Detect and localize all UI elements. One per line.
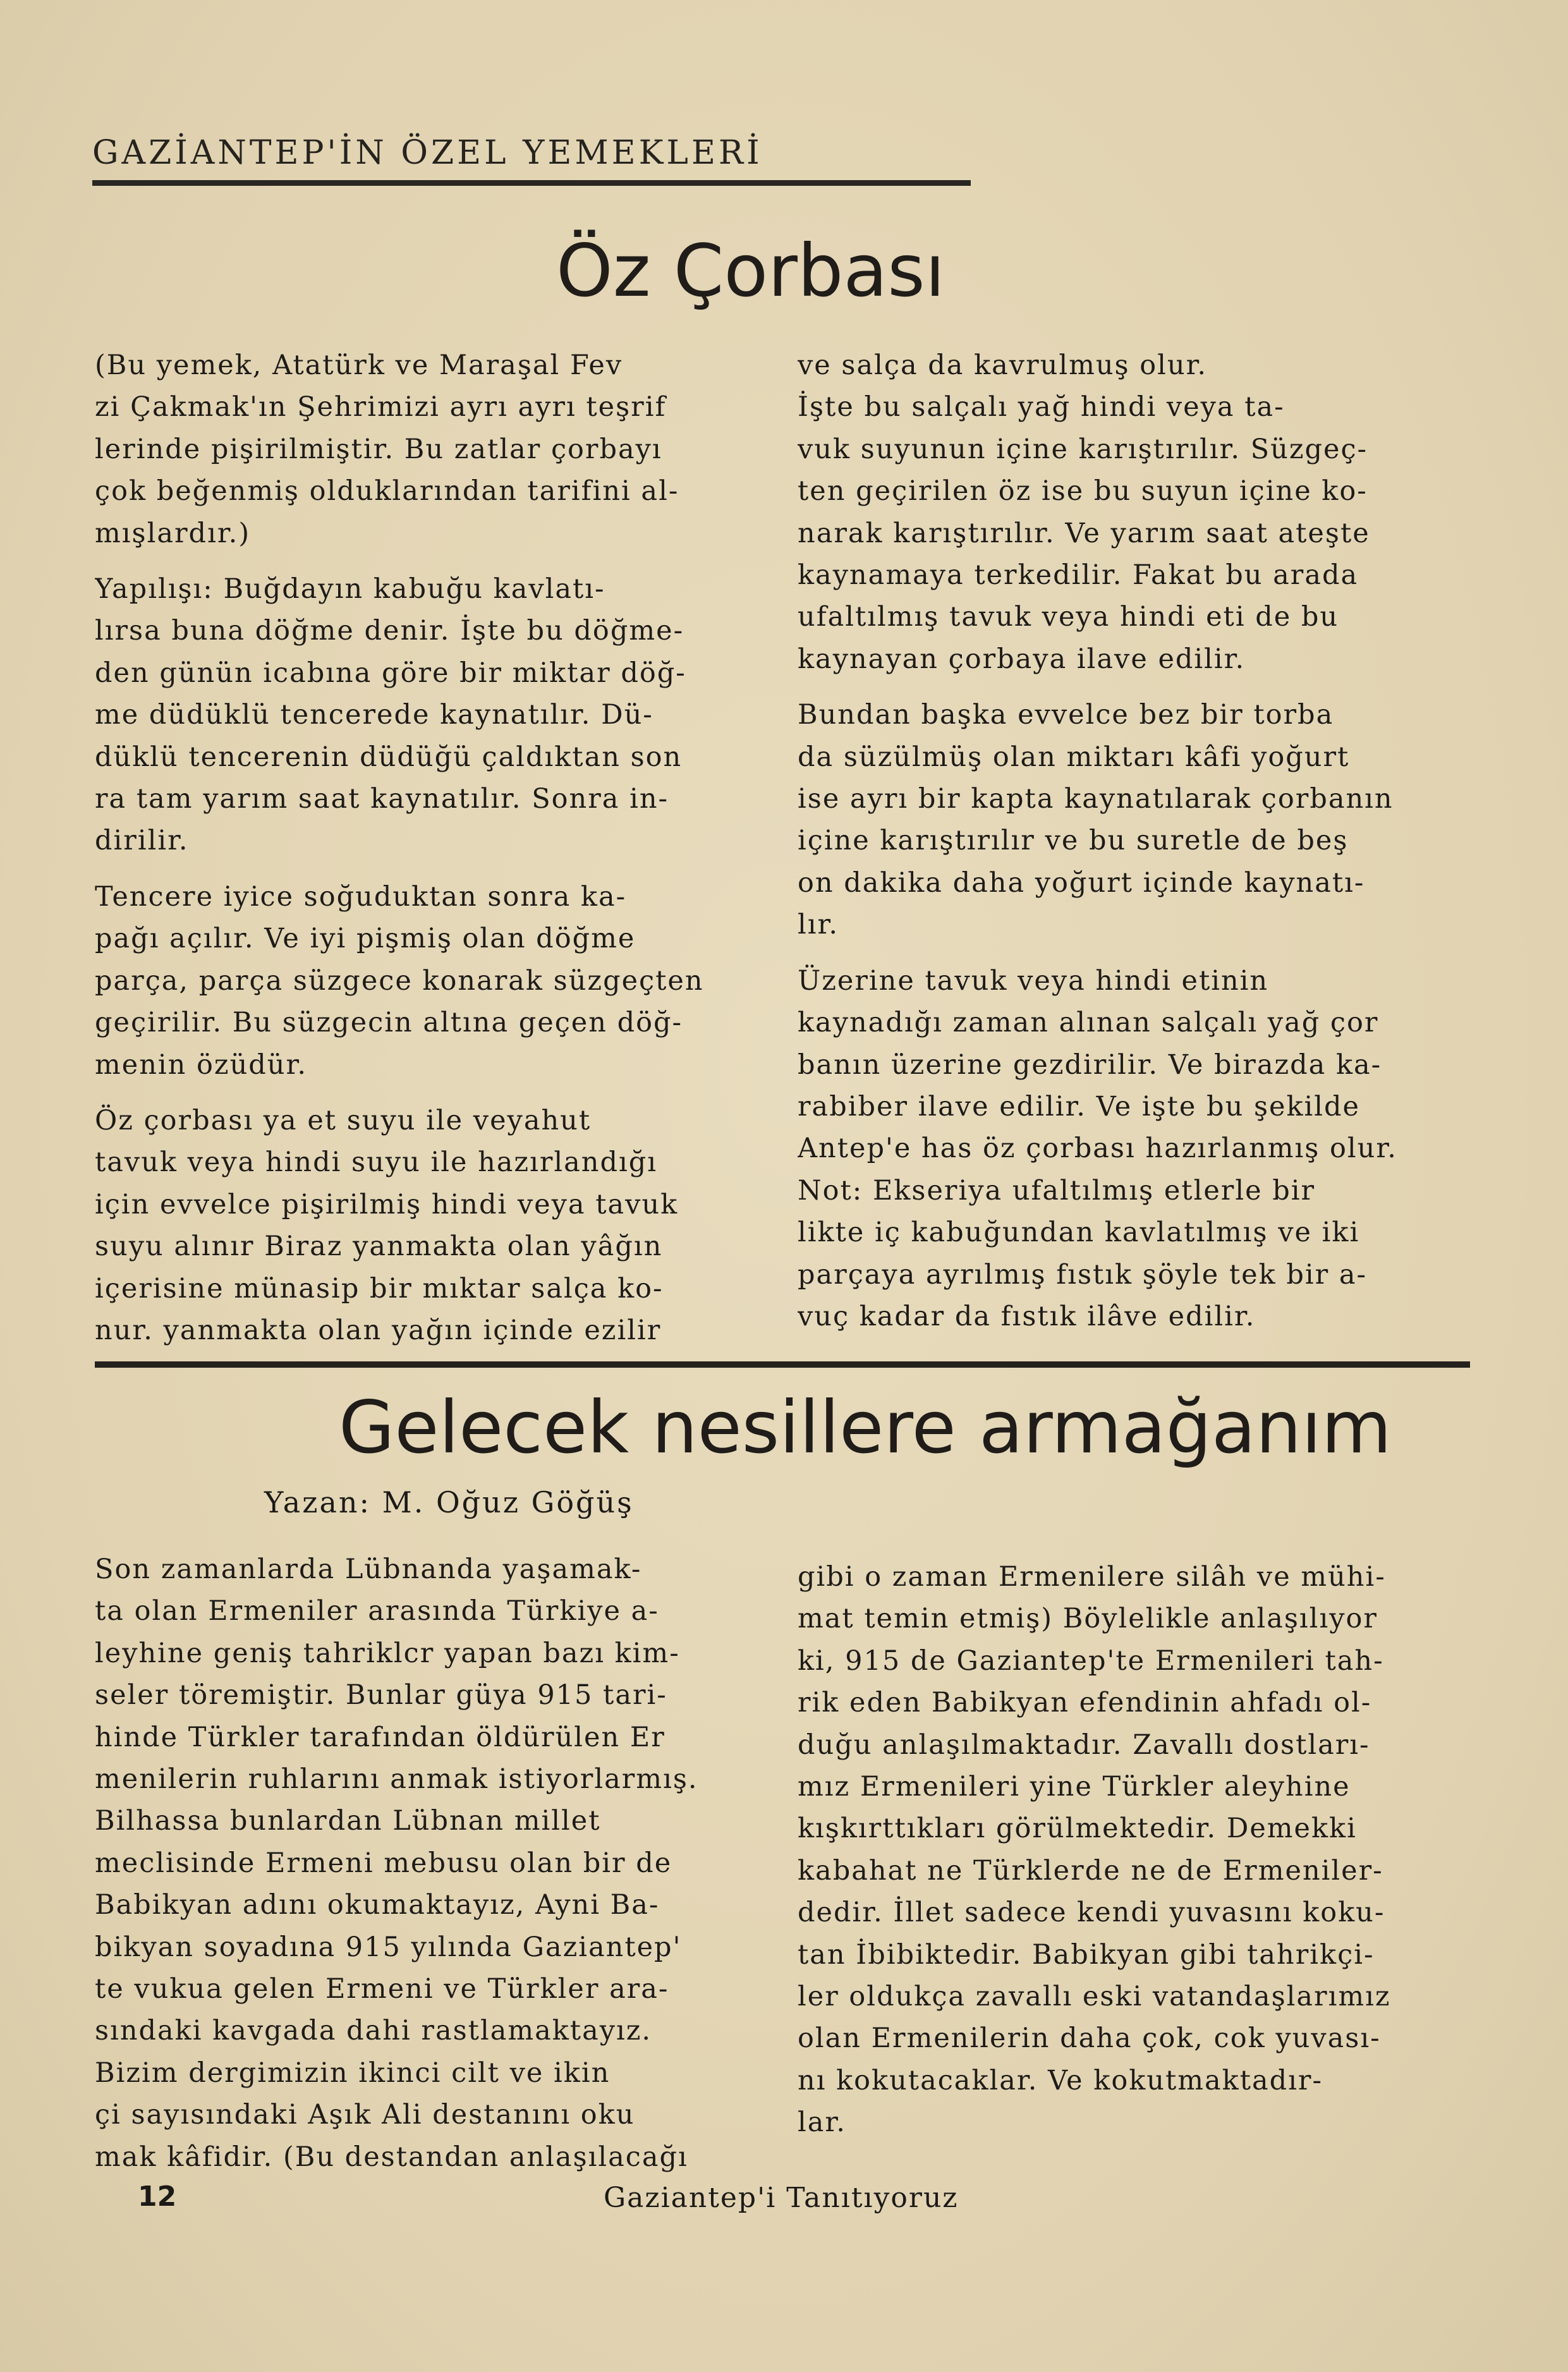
text-line: leyhine geniş tahriklcr yapan bazı kim-	[95, 1637, 680, 1669]
text-line: çok beğenmiş olduklarından tarifini al-	[95, 475, 679, 508]
text-line: Tencere iyice soğuduktan sonra ka-	[95, 880, 627, 913]
text-line: banın üzerine gezdirilir. Ve birazda ka-	[798, 1049, 1382, 1081]
article-title-oz-corbasi: Öz Çorbası	[556, 229, 945, 313]
text-line: lar.	[798, 2107, 846, 2139]
text-line: Son zamanlarda Lübnanda yaşamak-	[95, 1554, 642, 1585]
text-line: gibi o zaman Ermenilere silâh ve mühi-	[798, 1561, 1386, 1593]
text-line: me düdüklü tencerede kaynatılır. Dü-	[95, 699, 653, 731]
text-line: ki, 915 de Gaziantep'te Ermenileri tah-	[798, 1645, 1384, 1677]
text-line: da süzülmüş olan miktarı kâfi yoğurt	[798, 741, 1350, 773]
text-line: rabiber ilave edilir. Ve işte bu şekilde	[798, 1090, 1360, 1122]
text-line: ufaltılmış tavuk veya hindi eti de bu	[798, 601, 1339, 633]
text-line: kışkırttıkları görülmektedir. Demekki	[798, 1813, 1357, 1845]
text-line: Babikyan adını okumaktayız, Ayni Ba-	[95, 1889, 660, 1921]
text-line: rik eden Babikyan efendinin ahfadı ol-	[798, 1687, 1372, 1719]
text-line: düklü tencerenin düdüğü çaldıktan son	[95, 741, 683, 773]
text-line: tavuk veya hindi suyu ile hazırlandığı	[95, 1146, 658, 1179]
text-line: nur. yanmakta olan yağın içinde ezilir	[95, 1314, 662, 1346]
text-line: olan Ermenilerin daha çok, cok yuvası-	[798, 2022, 1381, 2055]
text-line: Bizim dergimizin ikinci cilt ve ikin	[95, 2057, 611, 2089]
text-line: mat temin etmiş) Böylelikle anlaşılıyor	[798, 1603, 1378, 1635]
text-line: meclisinde Ermeni mebusu olan bir de	[95, 1847, 672, 1879]
text-line: hinde Türkler tarafından öldürülen Er	[95, 1721, 665, 1753]
article1-column-right	[798, 344, 1474, 1337]
text-line: mak kâfidir. (Bu destandan anlaşılacağı	[95, 2141, 688, 2173]
text-line: pağı açılır. Ve iyi pişmiş olan döğme	[95, 923, 636, 955]
text-line: mız Ermenileri yine Türkler aleyhine	[798, 1771, 1351, 1803]
paragraph-gap	[798, 946, 1474, 960]
text-line: suyu alınır Biraz yanmakta olan yâğın	[95, 1231, 663, 1263]
text-line: menin özüdür.	[95, 1049, 307, 1081]
text-line: tan İbibiktedir. Babikyan gibi tahrikçi-	[798, 1938, 1375, 1971]
text-line: ise ayrı bir kapta kaynatılarak çorbanın	[798, 783, 1394, 815]
text-line: Antep'e has öz çorbası hazırlanmış olur.	[798, 1133, 1397, 1165]
text-line: Üzerine tavuk veya hindi etinin	[798, 964, 1269, 997]
text-line: ten geçirilen öz ise bu suyun içine ko-	[798, 475, 1368, 508]
text-line: kabahat ne Türklerde ne de Ermeniler-	[798, 1854, 1383, 1887]
text-line: Yapılışı: Buğdayın kabuğu kavlatı-	[95, 573, 605, 605]
text-line: kaynadığı zaman alınan salçalı yağ çor	[798, 1007, 1379, 1039]
text-line: Bilhassa bunlardan Lübnan millet	[95, 1805, 601, 1837]
text-line: (Bu yemek, Atatürk ve Maraşal Fev	[95, 350, 623, 381]
text-line: Öz çorbası ya et suyu ile veyahut	[95, 1104, 592, 1136]
text-line: kaynayan çorbaya ilave edilir.	[798, 643, 1246, 675]
text-line: zi Çakmak'ın Şehrimizi ayrı ayrı teşrif	[95, 391, 667, 423]
text-line: den günün icabına göre bir miktar döğ-	[95, 657, 686, 689]
text-line: on dakika daha yoğurt içinde kaynatı-	[798, 867, 1365, 899]
text-line: içerisine münasip bir mıktar salça ko-	[95, 1272, 664, 1305]
paragraph-gap	[95, 554, 765, 568]
text-line: nı kokutacaklar. Ve kokutmaktadır-	[798, 2064, 1323, 2096]
text-line: dirilir.	[95, 825, 189, 857]
text-line: parçaya ayrılmış fıstık şöyle tek bir a-	[798, 1258, 1368, 1291]
paragraph-gap	[798, 680, 1474, 694]
text-line: vuç kadar da fıstık ilâve edilir.	[798, 1300, 1256, 1332]
paragraph-gap	[95, 862, 765, 876]
text-line: vuk suyunun içine karıştırılır. Süzgeç-	[798, 433, 1368, 465]
article1-column-left	[95, 344, 765, 1351]
text-line: mışlardır.)	[95, 517, 251, 549]
text-line: için evvelce pişirilmiş hindi veya tavuk	[95, 1188, 679, 1220]
text-line: sındaki kavgada dahi rastlamaktayız.	[95, 2015, 652, 2047]
publication-footer: Gaziantep'i Tanıtıyoruz	[604, 2182, 959, 2214]
text-line: menilerin ruhlarını anmak istiyorlarmış.	[95, 1763, 698, 1796]
text-line: lerinde pişirilmiştir. Bu zatlar çorbayı	[95, 433, 662, 465]
running-head: GAZİANTEP'İN ÖZEL YEMEKLERİ	[92, 134, 763, 172]
text-line: ta olan Ermeniler arasında Türkiye a-	[95, 1595, 659, 1627]
article-title-gelecek-nesillere: Gelecek nesillere armağanım	[339, 1385, 1392, 1469]
text-line: lırsa buna döğme denir. İşte bu döğme-	[95, 615, 684, 647]
byline: Yazan: M. Oğuz Göğüş	[264, 1485, 634, 1519]
text-line: ve salça da kavrulmuş olur.	[798, 350, 1208, 381]
article2-column-right	[798, 1556, 1475, 2144]
text-line: Not: Ekseriya ufaltılmış etlerle bir	[798, 1174, 1316, 1207]
text-line: likte iç kabuğundan kavlatılmış ve iki	[798, 1217, 1360, 1249]
text-line: kaynamaya terkedilir. Fakat bu arada	[798, 559, 1359, 592]
page-number: 12	[138, 2180, 177, 2213]
text-line: seler töremiştir. Bunlar güya 915 tari-	[95, 1679, 667, 1712]
article2-column-left	[95, 1548, 766, 2178]
text-line: duğu anlaşılmaktadır. Zavallı dostları-	[798, 1729, 1370, 1761]
text-line: narak karıştırılır. Ve yarım saat ateşte	[798, 517, 1370, 549]
text-line: lır.	[798, 909, 839, 941]
text-line: parça, parça süzgece konarak süzgeçten	[95, 964, 704, 997]
paragraph-gap	[95, 1086, 765, 1100]
text-line: Bundan başka evvelce bez bir torba	[798, 699, 1334, 731]
section-divider	[95, 1361, 1470, 1368]
text-line: dedir. İllet sadece kendi yuvasını koku-	[798, 1897, 1385, 1929]
text-line: İşte bu salçalı yağ hindi veya ta-	[798, 391, 1285, 423]
text-line: ra tam yarım saat kaynatılır. Sonra in-	[95, 783, 669, 815]
text-line: içine karıştırılır ve bu suretle de beş	[798, 825, 1349, 857]
header-rule	[92, 180, 971, 186]
text-line: te vukua gelen Ermeni ve Türkler ara-	[95, 1973, 669, 2005]
text-line: çi sayısındaki Aşık Ali destanını oku	[95, 2099, 635, 2131]
text-line: geçirilir. Bu süzgecin altına geçen döğ-	[95, 1007, 683, 1039]
text-line: bikyan soyadına 915 yılında Gaziantep'	[95, 1931, 682, 1963]
text-line: ler oldukça zavallı eski vatandaşlarımız	[798, 1981, 1391, 2013]
